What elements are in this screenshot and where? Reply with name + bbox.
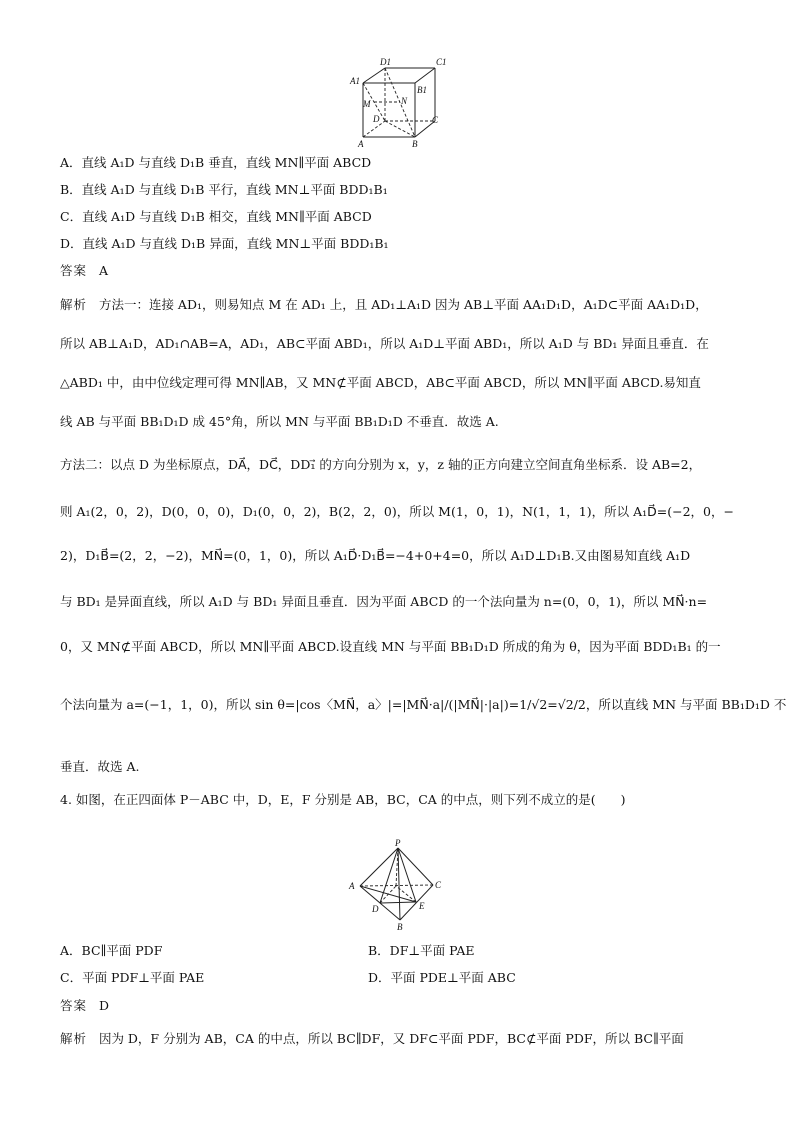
label-A: A — [358, 139, 364, 149]
analysis-text: 方法一：连接 AD₁，则易知点 M 在 AD₁ 上，且 AD₁⊥A₁D 因为 AB⊥平面 AA₁D₁D，A₁D⊂平面 AA₁D₁D， — [98, 297, 708, 312]
q3-method2-line-6: 个法向量为 a=(−1，1，0)，所以 sin θ=|cos〈MN⃗，a〉|=|MN⃗·a|/(|MN⃗|·|a|)=1/√2=√2/2，所以直线 MN 与平面 BB₁D₁D 不 — [60, 697, 787, 712]
q4-answer-row — [60, 996, 109, 1014]
label-C: C — [435, 880, 442, 890]
q4-option-c: C．平面 PDF⊥平面 PAE — [60, 970, 205, 985]
q4-option-d: D．平面 PDE⊥平面 ABC — [368, 970, 516, 985]
label-D1: D1 — [380, 57, 391, 67]
label-B: B — [412, 139, 418, 149]
label-E: E — [419, 901, 425, 911]
analysis-text: 因为 D，F 分别为 AB，CA 的中点，所以 BC∥DF，又 DF⊂平面 PDF，BC⊄平面 PDF，所以 BC∥平面 — [98, 1031, 684, 1046]
tetrahedron-figure — [345, 838, 450, 933]
q3-option-b: B．直线 A₁D 与直线 D₁B 平行，直线 MN⊥平面 BDD₁B₁ — [60, 182, 388, 197]
q3-analysis-line-3: △ABD₁ 中，由中位线定理可得 MN∥AB，又 MN⊄平面 ABCD，AB⊂平面 ABCD，所以 MN∥平面 ABCD.易知直 — [60, 375, 701, 390]
label-D: D — [372, 904, 379, 914]
q3-option-d: D．直线 A₁D 与直线 D₁B 异面，直线 MN⊥平面 BDD₁B₁ — [60, 236, 389, 251]
label-M: M — [363, 99, 371, 109]
q4-option-a: A．BC∥平面 PDF — [60, 943, 163, 958]
label-P: P — [395, 838, 401, 848]
analysis-label: 解析 — [60, 1031, 88, 1046]
q3-option-c: C．直线 A₁D 与直线 D₁B 相交，直线 MN∥平面 ABCD — [60, 209, 372, 224]
q3-method2-line-3: 2)，D₁B⃗=(2，2，−2)，MN⃗=(0，1，0)，所以 A₁D⃗·D₁B⃗=−4+0+4=0，所以 A₁D⊥D₁B.又由图易知直线 A₁D — [60, 548, 691, 563]
q3-method2-line-1: 方法二：以点 D 为坐标原点，DA⃗，DC⃗，DD₁⃗ 的方向分别为 x，y，z 轴的正方向建立空间直角坐标系．设 AB=2， — [60, 457, 702, 472]
label-A1: A1 — [350, 76, 360, 86]
cube-figure — [345, 55, 450, 150]
q4-stem: 4. 如图，在正四面体 P－ABC 中，D，E，F 分别是 AB，BC，CA 的中点，则下列不成立的是( ) — [60, 792, 626, 807]
analysis-label: 解析 — [60, 297, 88, 312]
answer-value: A — [98, 263, 108, 278]
q3-method2-line-4: 与 BD₁ 是异面直线，所以 A₁D 与 BD₁ 异面且垂直．因为平面 ABCD 的一个法向量为 n=(0，0，1)，所以 MN⃗·n= — [60, 594, 708, 609]
label-D: D — [373, 114, 380, 124]
q3-analysis-line-1 — [60, 295, 708, 313]
label-B: B — [397, 922, 403, 932]
label-B1: B1 — [417, 85, 427, 95]
q3-analysis-line-4: 线 AB 与平面 BB₁D₁D 成 45°角，所以 MN 与平面 BB₁D₁D 不垂直．故选 A. — [60, 414, 499, 429]
answer-label: 答案 — [60, 263, 88, 278]
answer-label: 答案 — [60, 998, 88, 1013]
answer-value: D — [98, 998, 109, 1013]
label-C: C — [432, 115, 439, 125]
q3-answer-row — [60, 261, 108, 279]
q4-analysis-line-1 — [60, 1029, 684, 1047]
label-N: N — [401, 96, 408, 106]
q3-option-a: A．直线 A₁D 与直线 D₁B 垂直，直线 MN∥平面 ABCD — [60, 155, 372, 170]
q3-method2-line-7: 垂直．故选 A. — [60, 759, 140, 774]
q3-analysis-line-2: 所以 AB⊥A₁D，AD₁∩AB=A，AD₁，AB⊂平面 ABD₁，所以 A₁D⊥平面 ABD₁，所以 A₁D 与 BD₁ 异面且垂直．在 — [60, 336, 709, 351]
label-A: A — [349, 881, 355, 891]
q3-method2-line-2: 则 A₁(2，0，2)，D(0，0，0)，D₁(0，0，2)，B(2，2，0)，所以 M(1，0，1)，N(1，1，1)，所以 A₁D⃗=(−2，0，− — [60, 504, 734, 519]
q4-option-b: B．DF⊥平面 PAE — [368, 943, 475, 958]
q3-method2-line-5: 0，又 MN⊄平面 ABCD，所以 MN∥平面 ABCD.设直线 MN 与平面 BB₁D₁D 所成的角为 θ，因为平面 BDD₁B₁ 的一 — [60, 639, 721, 654]
label-C1: C1 — [436, 57, 447, 67]
